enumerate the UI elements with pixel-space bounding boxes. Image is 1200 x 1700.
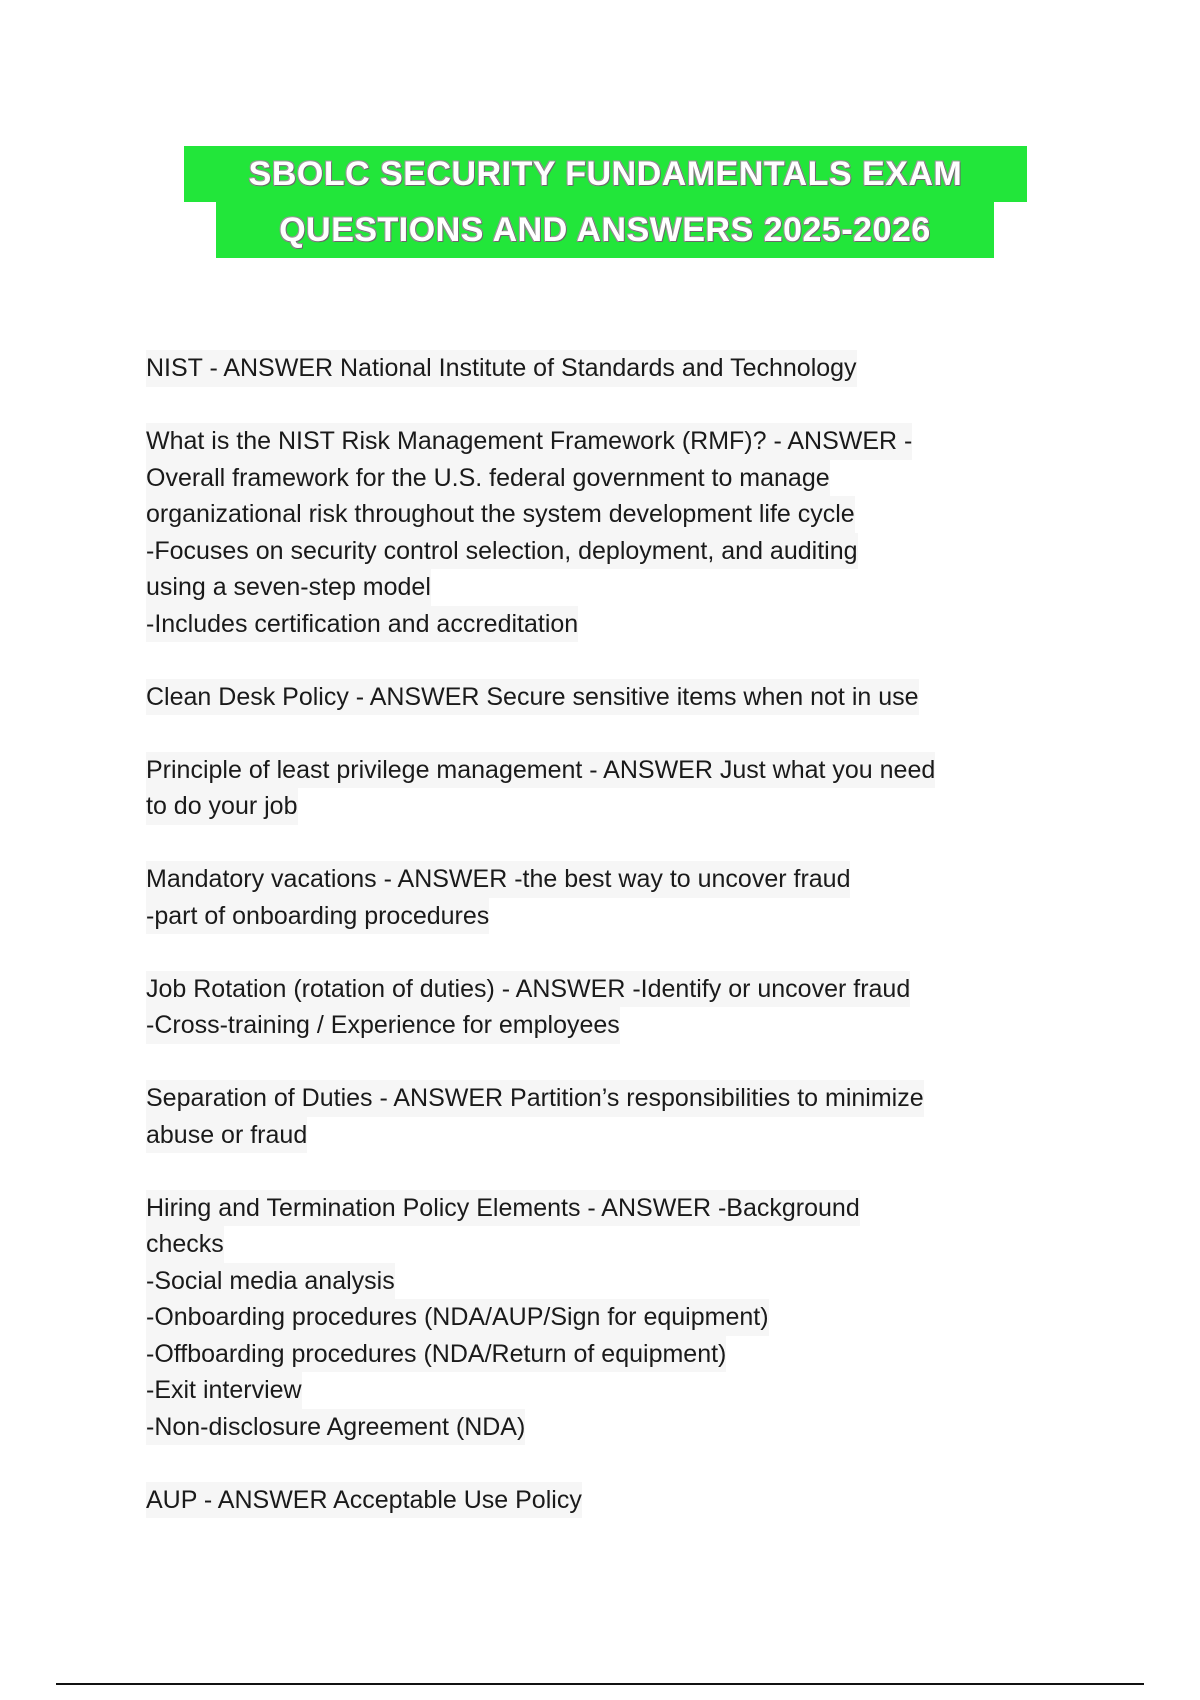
qa-line: What is the NIST Risk Management Framework (RMF)? - ANSWER - bbox=[146, 423, 912, 460]
qa-line: Mandatory vacations - ANSWER -the best way to uncover fraud bbox=[146, 861, 850, 898]
qa-line: Hiring and Termination Policy Elements - ANSWER -Background bbox=[146, 1190, 860, 1227]
qa-entry bbox=[146, 971, 1076, 1044]
qa-line: Job Rotation (rotation of duties) - ANSWER -Identify or uncover fraud bbox=[146, 971, 910, 1008]
qa-list bbox=[146, 350, 1076, 1555]
qa-line: Separation of Duties - ANSWER Partition’s responsibilities to minimize bbox=[146, 1080, 924, 1117]
qa-line: organizational risk throughout the system development life cycle bbox=[146, 496, 855, 533]
qa-line: to do your job bbox=[146, 788, 298, 825]
qa-line: -Focuses on security control selection, deployment, and auditing bbox=[146, 533, 858, 570]
qa-line: AUP - ANSWER Acceptable Use Policy bbox=[146, 1482, 582, 1519]
qa-line: checks bbox=[146, 1226, 224, 1263]
qa-line: -Cross-training / Experience for employees bbox=[146, 1007, 620, 1044]
qa-line: -Exit interview bbox=[146, 1372, 302, 1409]
qa-entry bbox=[146, 752, 1076, 825]
qa-line: abuse or fraud bbox=[146, 1117, 307, 1154]
qa-entry bbox=[146, 1482, 1076, 1519]
footer-rule bbox=[56, 1683, 1144, 1685]
qa-line: -Non-disclosure Agreement (NDA) bbox=[146, 1409, 525, 1446]
qa-line: -part of onboarding procedures bbox=[146, 898, 489, 935]
qa-line: -Onboarding procedures (NDA/AUP/Sign for equipment) bbox=[146, 1299, 769, 1336]
qa-line: NIST - ANSWER National Institute of Standards and Technology bbox=[146, 350, 857, 387]
qa-entry bbox=[146, 861, 1076, 934]
qa-line: Principle of least privilege management - ANSWER Just what you need bbox=[146, 752, 935, 789]
title-line-2: QUESTIONS AND ANSWERS 2025-2026 bbox=[216, 202, 994, 258]
qa-entry bbox=[146, 679, 1076, 716]
qa-entry bbox=[146, 423, 1076, 642]
qa-line: -Social media analysis bbox=[146, 1263, 395, 1300]
qa-line: Overall framework for the U.S. federal government to manage bbox=[146, 460, 830, 497]
qa-line: -Includes certification and accreditation bbox=[146, 606, 578, 643]
qa-line: -Offboarding procedures (NDA/Return of equipment) bbox=[146, 1336, 726, 1373]
qa-entry bbox=[146, 350, 1076, 387]
qa-line: Clean Desk Policy - ANSWER Secure sensitive items when not in use bbox=[146, 679, 919, 716]
title-line-1: SBOLC SECURITY FUNDAMENTALS EXAM bbox=[184, 146, 1027, 202]
qa-line: using a seven-step model bbox=[146, 569, 431, 606]
qa-entry bbox=[146, 1080, 1076, 1153]
qa-entry bbox=[146, 1190, 1076, 1446]
